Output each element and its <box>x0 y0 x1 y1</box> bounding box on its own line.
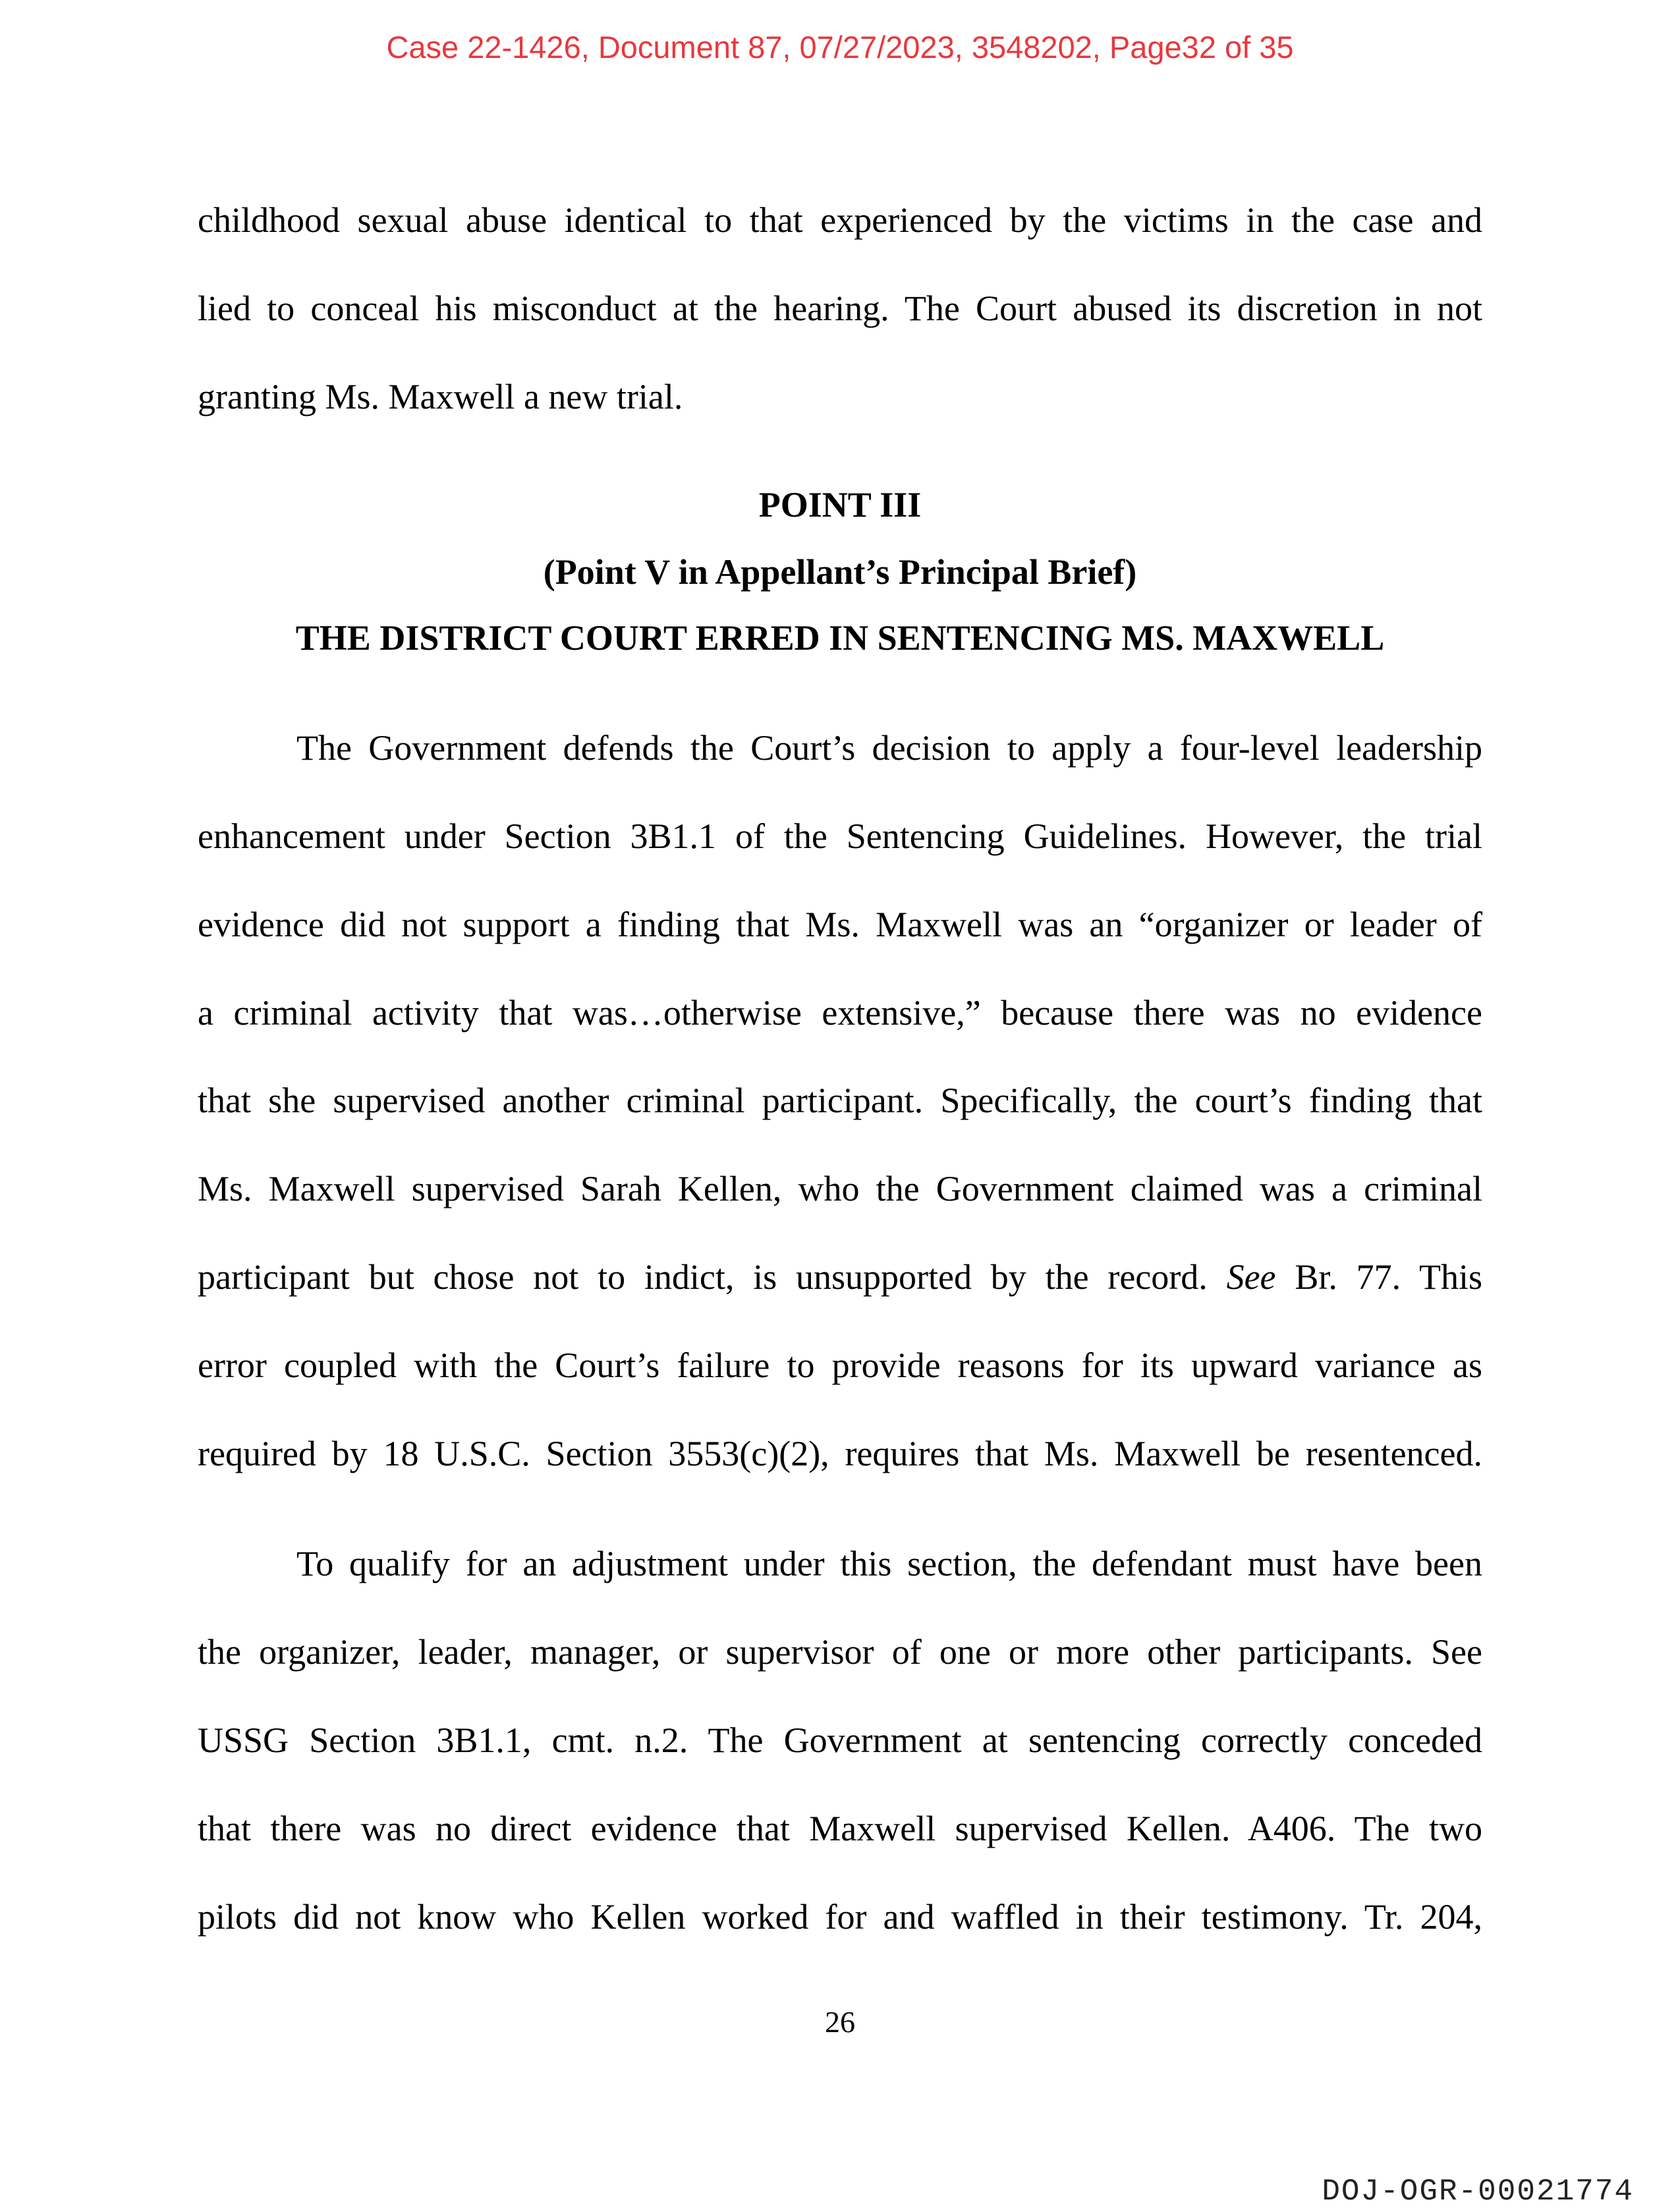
body-line-with-citation <box>198 1256 1482 1298</box>
heading-point: POINT III <box>758 485 922 525</box>
body-line: evidence did not support a finding that Ms. Maxwell was an “organizer or leader of <box>198 905 1482 944</box>
heading-subtitle: (Point V in Appellant’s Principal Brief) <box>543 552 1137 592</box>
body-line: granting Ms. Maxwell a new trial. <box>198 377 683 416</box>
text-segment: participant but chose not to indict, is unsupported by the record. <box>198 1257 1227 1297</box>
body-line: that there was no direct evidence that Maxwell supervised Kellen. A406. The two <box>198 1809 1482 1848</box>
page-number: 26 <box>825 2005 855 2039</box>
body-line: childhood sexual abuse identical to that experienced by the victims in the case and <box>198 200 1482 240</box>
body-line: that she supervised another criminal participant. Specifically, the court’s finding that <box>198 1081 1482 1120</box>
case-stamp-header: Case 22-1426, Document 87, 07/27/2023, 3548202, Page32 of 35 <box>386 30 1294 65</box>
body-line: enhancement under Section 3B1.1 of the Sentencing Guidelines. However, the trial <box>198 816 1482 856</box>
bates-number: DOJ-OGR-00021774 <box>1322 2174 1634 2209</box>
citation-signal: See <box>1226 1257 1276 1297</box>
body-line: lied to conceal his misconduct at the hearing. The Court abused its discretion in not <box>198 289 1482 328</box>
body-line: error coupled with the Court’s failure to provide reasons for its upward variance as <box>198 1346 1482 1385</box>
body-line: USSG Section 3B1.1, cmt. n.2. The Government at sentencing correctly conceded <box>198 1720 1482 1760</box>
body-line: Ms. Maxwell supervised Sarah Kellen, who the Government claimed was a criminal <box>198 1169 1482 1208</box>
body-line: the organizer, leader, manager, or supervisor of one or more other participants. See <box>198 1632 1482 1672</box>
body-line: The Government defends the Court’s decision to apply a four-level leadership <box>296 728 1482 768</box>
body-line: a criminal activity that was…otherwise extensive,” because there was no evidence <box>198 993 1482 1033</box>
text-segment: Br. 77. This <box>1275 1257 1482 1297</box>
body-line: required by 18 U.S.C. Section 3553(c)(2), requires that Ms. Maxwell be resentenced. <box>198 1434 1482 1473</box>
heading-title: THE DISTRICT COURT ERRED IN SENTENCING MS. MAXWELL <box>295 618 1385 658</box>
body-line: pilots did not know who Kellen worked for and waffled in their testimony. Tr. 204, <box>198 1897 1482 1937</box>
body-line: To qualify for an adjustment under this section, the defendant must have been <box>296 1544 1482 1583</box>
